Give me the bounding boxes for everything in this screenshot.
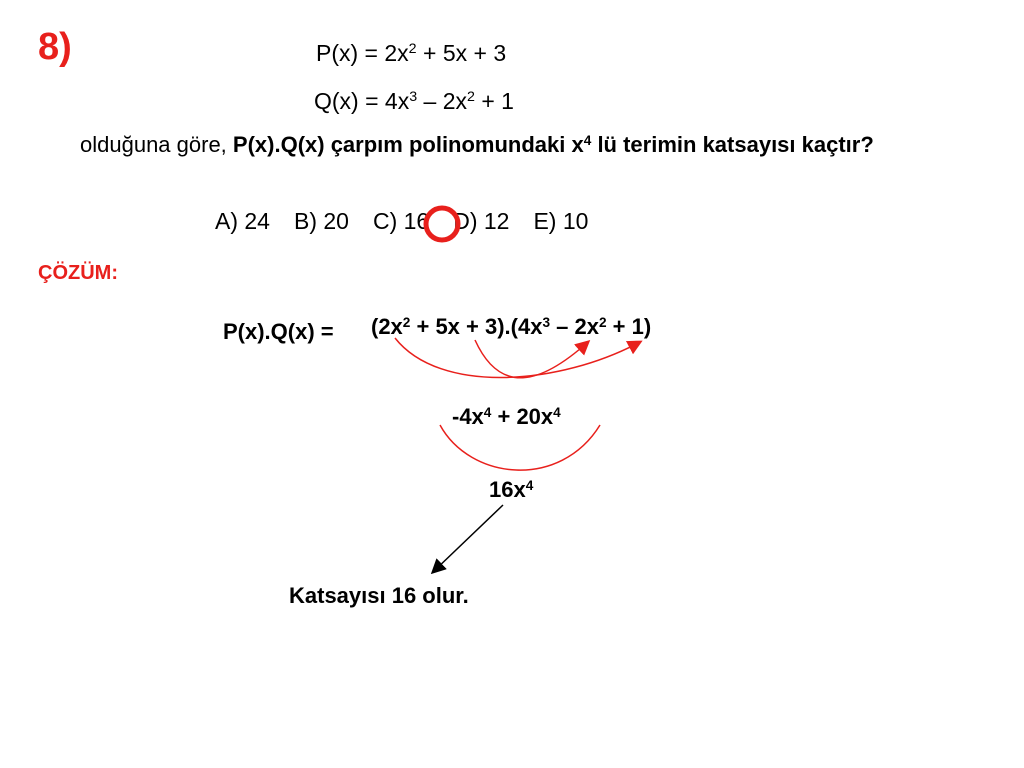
factor1-a: (2x <box>371 314 403 339</box>
factor2-exp1: 3 <box>542 314 551 330</box>
question-number: 8) <box>38 26 72 68</box>
sum-arc <box>440 425 600 470</box>
result-exp: 4 <box>525 477 534 493</box>
factor2-exp2: 2 <box>598 314 607 330</box>
q-exponent-1: 3 <box>409 89 418 106</box>
q-exponent-2: 2 <box>467 89 475 106</box>
q-mid: – 2x <box>417 88 468 114</box>
q-right: + 1 <box>474 88 514 114</box>
option-c[interactable]: C) 16 <box>372 208 430 234</box>
option-d[interactable]: D) 12 <box>453 208 510 234</box>
term-b: + 20x <box>491 404 554 429</box>
term-a-exp: 4 <box>483 404 492 420</box>
factor2-c: + 1) <box>606 314 652 339</box>
option-e[interactable]: E) 10 <box>533 208 589 234</box>
p-left: P(x) = 2x <box>316 40 409 66</box>
question-bold-exp: 4 <box>583 132 592 148</box>
result-coeff: 16x <box>489 477 526 502</box>
question-bold-b: lü terimin katsayısı kaçtır? <box>591 132 874 157</box>
question-bold-a: P(x).Q(x) çarpım polinomundaki x <box>232 132 584 157</box>
multiply-arc-2 <box>475 340 588 378</box>
term-a: -4x <box>452 404 484 429</box>
conclusion-arrow <box>433 505 503 572</box>
correct-answer-circle <box>426 208 458 240</box>
factor2-b: – 2x <box>550 314 599 339</box>
solution-heading: ÇÖZÜM: <box>38 262 118 284</box>
solution-equation-lhs: P(x).Q(x) = <box>223 319 334 344</box>
factor1-b: + 5x + 3).(4x <box>410 314 543 339</box>
factor1-exp: 2 <box>402 314 411 330</box>
q-left: Q(x) = 4x <box>314 88 410 114</box>
question-intro: olduğuna göre, <box>80 132 233 157</box>
option-b[interactable]: B) 20 <box>293 208 349 234</box>
multiply-arc-1 <box>395 338 640 378</box>
p-exponent: 2 <box>408 41 417 58</box>
term-b-exp: 4 <box>553 404 561 420</box>
conclusion-text: Katsayısı 16 olur. <box>289 583 469 608</box>
p-right: + 5x + 3 <box>416 40 507 66</box>
option-a[interactable]: A) 24 <box>215 208 270 234</box>
